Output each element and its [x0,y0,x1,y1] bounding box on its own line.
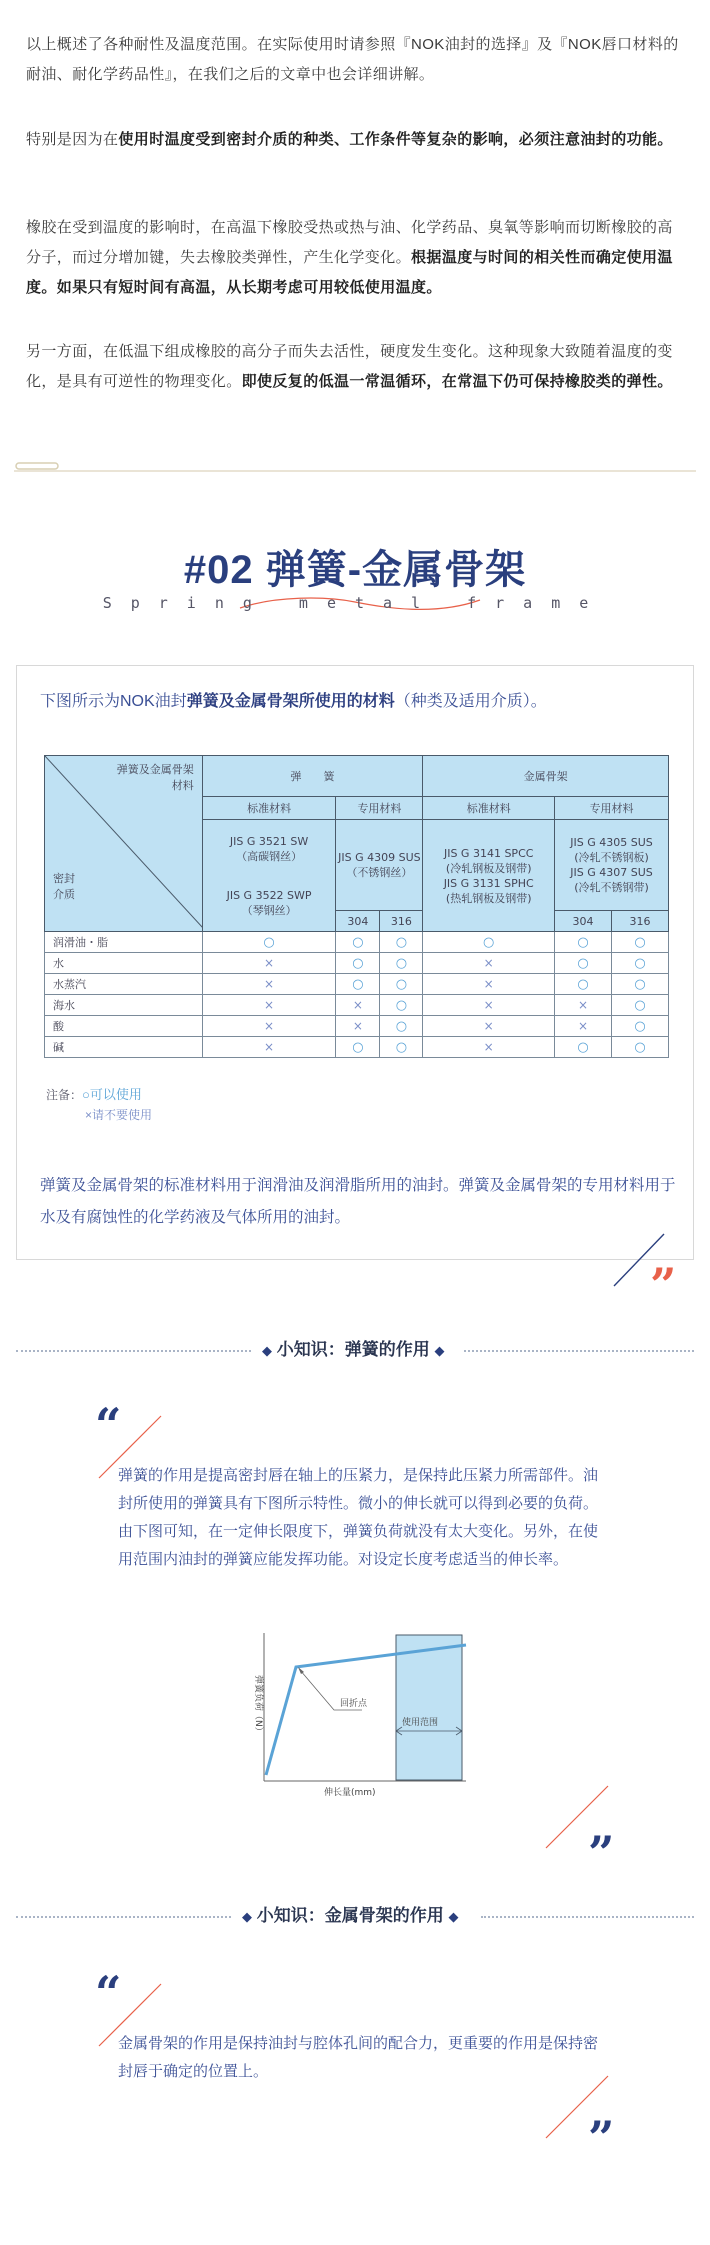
table-row [45,932,669,953]
compat-cell: ○ [380,953,423,974]
table-row [45,1037,669,1058]
compat-cell: ○ [612,1037,669,1058]
grade-304: 304 [336,911,380,932]
graph-x-label: 伸长量(mm) [324,1788,376,1798]
section-subtitle: Spring metal frame [102,594,608,612]
compat-cell: ○ [555,974,612,995]
tip1-heading-row [16,1340,694,1360]
compat-cell: × [202,1016,336,1037]
compat-cell: × [336,1016,380,1037]
compat-cell: ○ [380,1016,423,1037]
spring-std-materials: JIS G 3521 SW （高碳钢丝） JIS G 3522 SWP （琴钢丝） [202,820,336,932]
compat-cell: ○ [612,953,669,974]
tip1-text: 弹簧的作用是提高密封唇在轴上的压紧力，是保持此压紧力所需部件。油封所使用的弹簧具有下图所示特性。微小的伸长就可以得到必要的负荷。由下图可知，在一定伸长限度下，弹簧负荷就没有太大变化。另外，在使用范围内油封的弹簧应能发挥功能。对设定长度考虑适当的伸长率。 [118,1467,599,1568]
compat-cell: ○ [612,1016,669,1037]
header-frame-special: 专用材料 [555,797,669,820]
compat-cell: ○ [380,974,423,995]
compat-cell: ○ [380,932,423,953]
graph-knee-label: 回折点 [340,1699,368,1709]
compat-cell: × [336,995,380,1016]
graph-range-label: 使用范围 [402,1718,439,1728]
quote-close-icon: ” [650,1258,677,1312]
spring-load-graph [234,1625,474,1800]
intro-paragraph-3: 橡胶在受到温度的影响时，在高温下橡胶受热或热与油、化学药品、臭氧等影响而切断橡胶的高分子，而过分增加键，失去橡胶类弹性，产生化学变化。根据温度与时间的相关性而确定使用温度。如果只有短时间有高温，从长期考虑可用较低使用温度。 [26,219,673,296]
diamond-icon: ◆ [242,1909,252,1924]
compat-cell: × [423,953,555,974]
compat-cell: × [555,1016,612,1037]
compat-cell: ○ [555,932,612,953]
diamond-icon: ◆ [448,1909,459,1924]
tip2-heading-row [16,1906,694,1926]
compat-cell: × [423,1016,555,1037]
compat-cell: ○ [612,932,669,953]
frame-special-materials: JIS G 4305 SUS (冷轧不锈钢板) JIS G 4307 SUS (冷轧不锈钢带) [555,820,669,911]
medium-cell: 润滑油・脂 [45,932,203,953]
graph-y-label: 弹簧负荷（N） [253,1675,263,1736]
grade-316: 316 [380,911,423,932]
quote-close-icon: ” [588,1826,615,1880]
materials-intro: 下图所示为NOK油封弹簧及金属骨架所使用的材料（种类及适用介质）。 [40,693,547,710]
compat-cell: × [423,1037,555,1058]
compat-cell: × [202,1037,336,1058]
medium-cell: 水蒸汽 [45,974,203,995]
compat-cell: × [202,953,336,974]
compat-cell: ○ [336,953,380,974]
header-frame: 金属骨架 [423,756,669,797]
table-row [45,953,669,974]
table-corner-cell: 弹簧及金属骨架 材料 密封 介质 [45,756,203,932]
compat-cell: × [423,974,555,995]
spring-special-materials: JIS G 4309 SUS （不锈钢丝） [336,820,423,911]
table-row [45,1016,669,1037]
compat-cell: × [202,974,336,995]
compat-cell: ○ [380,1037,423,1058]
compat-cell: ○ [423,932,555,953]
tip1-heading: 小知识：弹簧的作用 [276,1340,430,1359]
medium-cell: 海水 [45,995,203,1016]
materials-footer: 弹簧及金属骨架的标准材料用于润滑油及润滑脂所用的油封。弹簧及金属骨架的专用材料用于水及有腐蚀性的化学药液及气体所用的油封。 [40,1177,676,1226]
header-spring-std: 标准材料 [202,797,336,820]
compat-cell: ○ [555,1037,612,1058]
medium-cell: 碱 [45,1037,203,1058]
section-title: #02 弹簧-金属骨架 [183,548,527,592]
compat-cell: ○ [336,974,380,995]
compat-cell: ○ [380,995,423,1016]
intro-paragraph-4: 另一方面，在低温下组成橡胶的高分子而失去活性，硬度发生变化。这种现象大致随着温度的变化，是具有可逆性的物理变化。即使反复的低温一常温循环，在常温下仍可保持橡胶类的弹性。 [26,343,673,390]
header-spring-special: 专用材料 [336,797,423,820]
quote-close-icon: ” [588,2111,615,2165]
frame-std-materials: JIS G 3141 SPCC (冷轧钢板及钢带) JIS G 3131 SPHC (热轧钢板及钢带) [423,820,555,932]
table-row [45,974,669,995]
compat-cell: ○ [336,932,380,953]
compat-cell: ○ [612,974,669,995]
header-frame-std: 标准材料 [423,797,555,820]
compat-cell: × [202,995,336,1016]
medium-cell: 酸 [45,1016,203,1037]
tip2-text: 金属骨架的作用是保持油封与腔体孔间的配合力，更重要的作用是保持密封唇于确定的位置上。 [118,2035,599,2080]
materials-table [44,755,669,1058]
table-legend: 注备：○可以使用 ×请不要使用 [46,1087,153,1122]
table-row [45,995,669,1016]
compat-cell: × [555,995,612,1016]
quote-open-icon: “ [95,1398,122,1452]
quote-open-icon: “ [95,1966,122,2020]
compat-cell: × [423,995,555,1016]
grade-316: 316 [612,911,669,932]
diamond-icon: ◆ [434,1343,445,1358]
compat-cell: ○ [336,1037,380,1058]
intro-paragraph-2: 特别是因为在使用时温度受到密封介质的种类、工作条件等复杂的影响，必须注意油封的功能。 [26,131,673,148]
medium-cell: 水 [45,953,203,974]
compat-cell: ○ [202,932,336,953]
section-divider [14,459,696,475]
compat-cell: ○ [555,953,612,974]
header-spring: 弹 簧 [202,756,423,797]
compat-cell: ○ [612,995,669,1016]
diamond-icon: ◆ [262,1343,272,1358]
tip2-heading: 小知识：金属骨架的作用 [256,1906,444,1925]
intro-paragraph-1: 以上概述了各种耐性及温度范围。在实际使用时请参照『NOK油封的选择』及『NOK唇口材料的耐油、耐化学药品性』，在我们之后的文章中也会详细讲解。 [26,36,679,83]
grade-304: 304 [555,911,612,932]
